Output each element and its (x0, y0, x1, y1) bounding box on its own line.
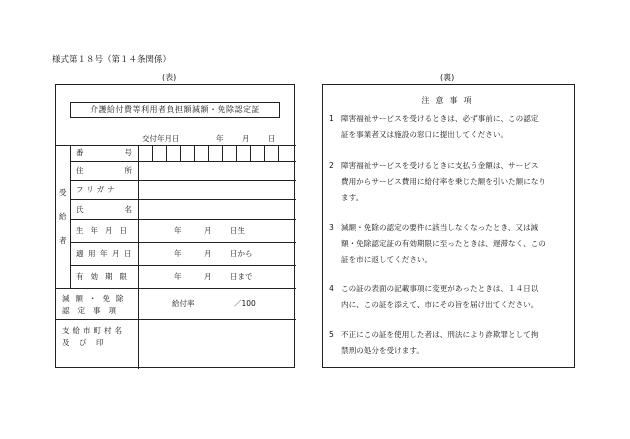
recipient-table (56, 145, 296, 369)
furigana-label: フリガナ (76, 185, 118, 194)
issue-date-label: 交付年月日 (142, 134, 180, 143)
note-5: 5 不正にこの証を使用した者は、刑法により詐欺罪として拘 禁刑の処分を受けます。 (329, 330, 539, 355)
expiry-label: 有効期限 (76, 272, 134, 281)
notes-title: 注意事項 (421, 96, 478, 105)
municipality-label-1: 支給市町村名 (62, 326, 125, 335)
expiry-month: 月 (204, 272, 212, 281)
note-4: 4 この証の表面の記載事項に変更があったときは、１４日以 内に、この証を添えて、市にその旨を届け出てください。 (329, 284, 539, 309)
birth-year: 年 (174, 226, 182, 235)
front-card (55, 84, 295, 368)
start-month: 月 (204, 249, 212, 258)
birth-label: 生年月日 (76, 226, 134, 235)
note-2: 2 障害福祉サービスを受けるときに支払う金額は、サービス 費用からサービス費用に給付率を乗じた額を引いた額になり ます。 (329, 161, 547, 202)
start-suffix: 日から (230, 249, 253, 258)
benefit-rate-value: ／100 (234, 299, 256, 308)
recipient-char-2: 給 (59, 212, 67, 221)
issue-year: 年 (216, 134, 224, 143)
front-side-label: (表) (162, 73, 177, 82)
issue-day: 日 (268, 134, 276, 143)
issue-month: 月 (242, 134, 250, 143)
expiry-suffix: 日まで (230, 272, 253, 281)
birth-month: 月 (204, 226, 212, 235)
expiry-year: 年 (174, 272, 182, 281)
recipient-char-3: 者 (59, 236, 67, 245)
certificate-title: 介護給付費等利用者負担額減額・免除認定証 (70, 102, 280, 118)
municipality-label-2: 及 び 印 (62, 338, 105, 347)
address-label: 住 所 (76, 166, 132, 175)
start-year: 年 (174, 249, 182, 258)
back-side-label: (裏) (440, 73, 455, 82)
benefit-rate-label: 給付率 (172, 299, 195, 308)
name-label: 氏 名 (76, 205, 132, 214)
start-date-label: 適用年月日 (76, 249, 136, 258)
number-label: 番 号 (76, 148, 132, 157)
reduction-label-2: 認定事項 (62, 306, 124, 315)
reduction-label-1: 減額・免除 (62, 294, 130, 303)
back-card (322, 84, 575, 368)
note-1: 1 障害福祉サービスを受けるときは、必ず事前に、この認定 証を事業者又は施設の窓口に提出してください。 (329, 114, 539, 139)
birth-suffix: 日生 (230, 226, 245, 235)
form-number: 様式第１８号（第１４条関係） (52, 55, 172, 65)
note-3: 3 減額・免除の認定の要件に該当しなくなったとき、又は減 額・免除認定証の有効期限に至ったときは、遅滞なく、この 証を市に返してください。 (329, 223, 546, 264)
recipient-char-1: 受 (59, 188, 67, 197)
